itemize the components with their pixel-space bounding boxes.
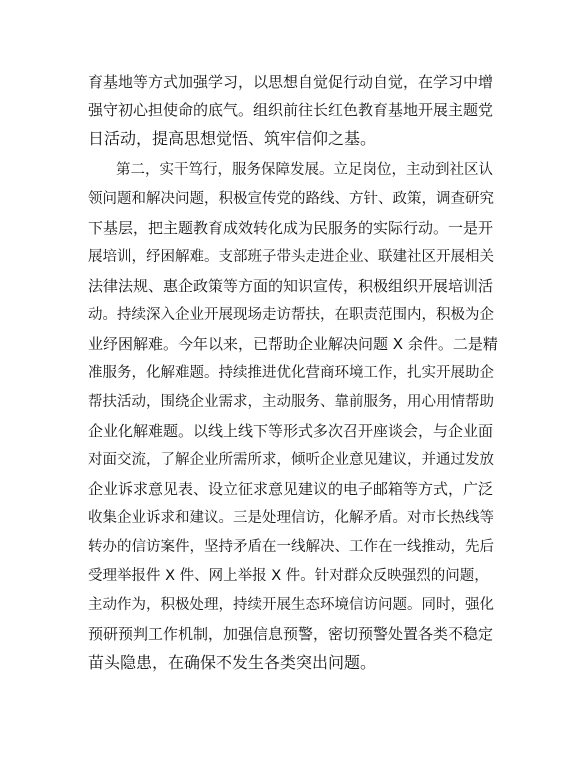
text-line: 育基地等方式加强学习，以思想自觉促行动自觉，在学习中增 <box>88 73 494 91</box>
text-line: 苗头隐患，在确保不发生各类突出问题。 <box>88 653 377 672</box>
text-line: 企业化解难题。以线上线下等形式多次召开座谈会，与企业面 <box>88 422 494 440</box>
text-line: 预研预判工作机制，加强信息预警，密切预警处置各类不稳定 <box>88 625 494 643</box>
text-line: 展培训，纾困解难。支部班子带头走进企业、联建社区开展相关 <box>88 249 494 265</box>
text-line: 下基层，把主题教育成效转化成为民服务的实际行动。一是开 <box>88 219 494 237</box>
text-line: 企业诉求意见表、设立征求意见建议的电子邮箱等方式，广泛 <box>88 480 494 498</box>
text-line: 转办的信访案件，坚持矛盾在一线解决、工作在一线推动，先后 <box>88 539 494 555</box>
text-line: 强守初心担使命的底气。组织前往长红色教育基地开展主题党 <box>88 101 494 119</box>
text-line: 帮扶活动，围绕企业需求，主动服务、靠前服务，用心用情帮助 <box>88 394 494 410</box>
text-line: 日活动，提高思想觉悟、筑牢信仰之基。 <box>88 129 377 148</box>
text-line: 主动作为，积极处理，持续开展生态环境信访问题。同时，强化 <box>88 597 494 613</box>
text-line: 领问题和解决问题，积极宣传党的路线、方针、政策，调查研究 <box>88 191 494 207</box>
text-line: 受理举报件 X 件、网上举报 X 件。针对群众反映强烈的问题， <box>88 568 489 584</box>
text-line: 业纾困解难。今年以来，已帮助企业解决问题 X 余件。二是精 <box>88 335 498 353</box>
text-line: 准服务，化解难题。持续推进优化营商环境工作，扎实开展助企 <box>88 365 494 381</box>
text-line: 动。持续深入企业开展现场走访帮扶，在职责范围内，积极为企 <box>88 307 494 323</box>
text-line: 收集企业诉求和建议。三是处理信访，化解矛盾。对市长热线等 <box>88 510 494 526</box>
text-line: 法律法规、惠企政策等方面的知识宣传，积极组织开展培训活 <box>88 277 494 295</box>
text-line: 第二，实干笃行，服务保障发展。立足岗位，主动到社区认 <box>116 162 493 178</box>
text-line: 对面交流，了解企业所需所求，倾听企业意见建议，并通过发放 <box>88 452 494 468</box>
